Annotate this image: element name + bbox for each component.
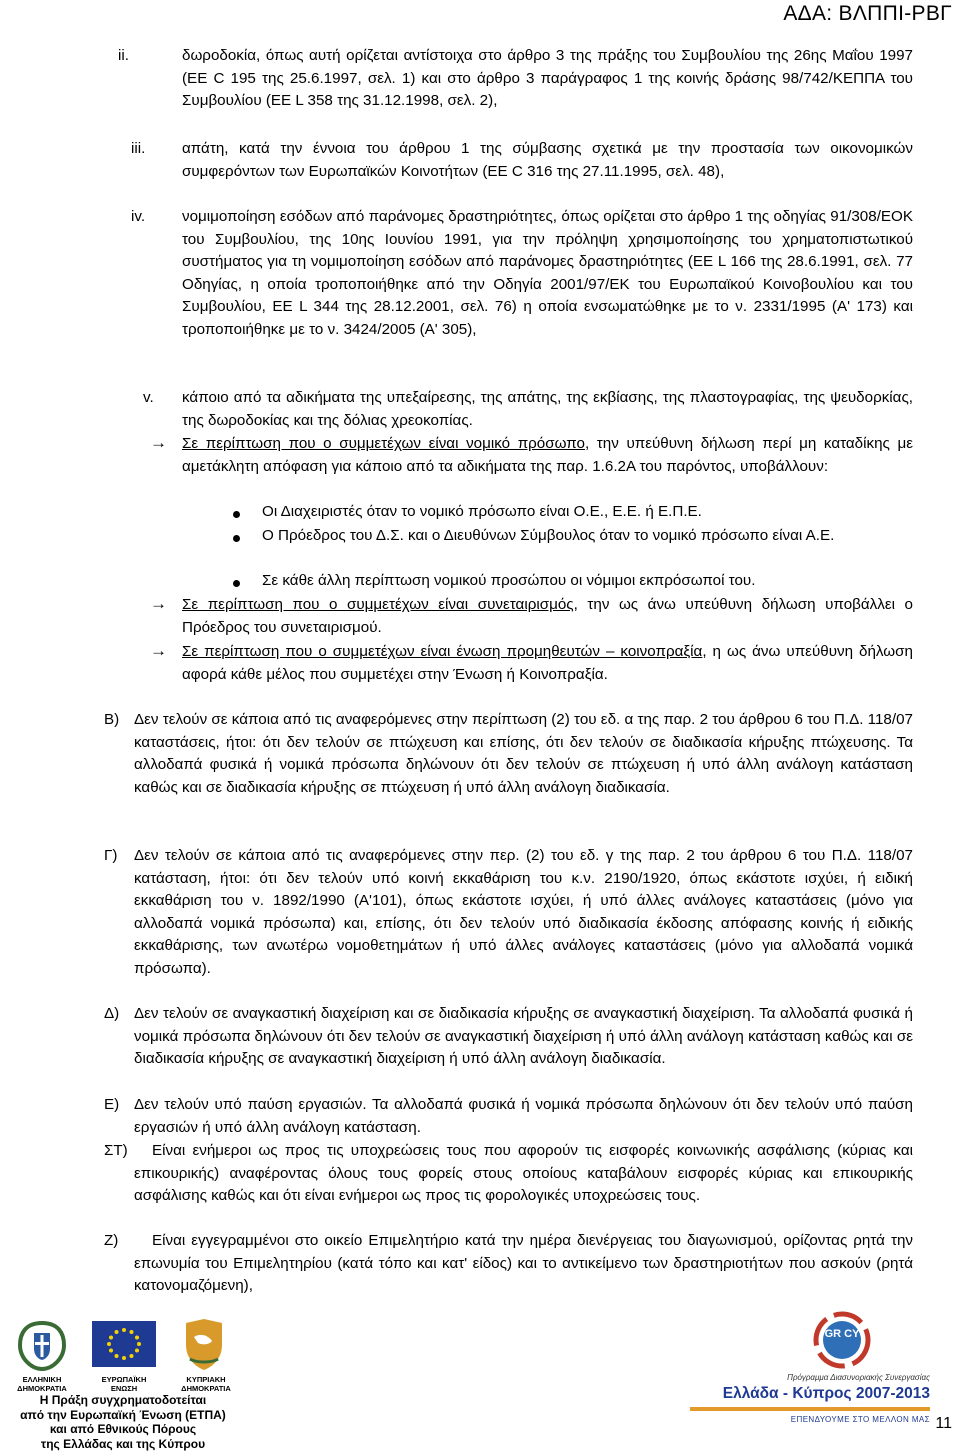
grcy-logo-icon bbox=[812, 1311, 872, 1369]
bullet-item-administrators: Οι Διαχειριστές όταν το νομικό πρόσωπο είναι Ο.Ε., Ε.Ε. ή Ε.Π.Ε. bbox=[262, 501, 913, 524]
hellenic-republic-emblem-icon bbox=[12, 1317, 72, 1373]
section-e-text: Δεν τελούν υπό παύση εργασιών. Τα αλλοδαπά φυσικά ή νομικά πρόσωπα δηλώνουν ότι δεν τελούν υπό παύση εργασιών ή υπό άλλη ανάλογη κατάσταση. bbox=[134, 1094, 913, 1139]
arrow-item-consortium-lead: Σε περίπτωση που ο συμμετέχων είναι ένωση προμηθευτών – κοινοπραξία bbox=[182, 643, 702, 660]
arrow-item-consortium bbox=[182, 641, 913, 686]
section-b-label: Β) bbox=[104, 709, 119, 732]
arrow-icon: → bbox=[150, 432, 167, 454]
item-iv-label: iv. bbox=[131, 206, 145, 229]
item-ii-text: δωροδοκία, όπως αυτή ορίζεται αντίστοιχα στο άρθρο 3 της πράξης του Συμβουλίου της 26ης Μαΐου 1997 (ΕΕ C 195 της 25.6.1997, σελ. 1) και στο άρθρο 3 παράγραφος 1 της κοινής δράσης 98/742/ΚΕΠΠΑ του Συμβουλίου (ΕΕ L 358 της 31.12.1998, σελ. 2), bbox=[182, 45, 913, 113]
item-v-text: κάποιο από τα αδικήματα της υπεξαίρεσης, της απάτης, της εκβίασης, της πλαστογραφίας, της ψευδορκίας, της δωροδοκίας και της δόλιας χρεοκοπίας. bbox=[182, 387, 913, 432]
funding-line: από την Ευρωπαϊκή Ένωση (ΕΤΠΑ) bbox=[8, 1408, 238, 1423]
funding-statement bbox=[8, 1393, 238, 1451]
section-st-text: Είναι ενήμεροι ως προς τις υποχρεώσεις τους που αφορούν τις εισφορές κοινωνικής ασφάλισης (κύριας και επικουρικής) αναφέροντας όλους τους φορείς στους οποίους καταβάλουν εισφορές κύριας και επικουρικής ασφάλισης καθώς και ότι είναι ενήμεροι ως προς τις φορολογικές υποχρεώσεις τους. bbox=[134, 1140, 913, 1208]
item-iii-text: απάτη, κατά την έννοια του άρθρου 1 της σύμβασης σχετικά με την προστασία των οικονομικών συμφερόντων των Ευρωπαϊκών Κοινοτήτων (ΕΕ C 316 της 27.11.1995, σελ. 48), bbox=[182, 138, 913, 183]
eu-label: ΕΥΡΩΠΑΪΚΗ ΕΝΩΣΗ bbox=[88, 1375, 160, 1393]
cyprus-republic-label: ΚΥΠΡΙΑΚΗ ΔΗΜΟΚΡΑΤΙΑ bbox=[164, 1375, 248, 1393]
hellenic-republic-label: ΕΛΛΗΝΙΚΗ ΔΗΜΟΚΡΑΤΙΑ bbox=[0, 1375, 84, 1393]
arrow-item-legal-entity bbox=[182, 433, 913, 478]
section-b-text: Δεν τελούν σε κάποια από τις αναφερόμενες στην περίπτωση (2) του εδ. α της παρ. 2 του άρθρου 6 του Π.Δ. 118/07 καταστάσεις, ήτοι: ότι δεν τελούν σε πτώχευση και επίσης, ότι δεν τελούν σε διαδικασία κήρυξης πτώχευσης. Τα αλλοδαπά φυσικά ή νομικά πρόσωπα δηλώνουν ότι δεν τελούν σε πτώχευση ή υπό άλλη ανάλογη κατάσταση καθώς και σε διαδικασία κήρυξης σε πτώχευση ή υπό άλλη ανάλογη διαδικασία. bbox=[134, 709, 913, 799]
section-g-text: Δεν τελούν σε κάποια από τις αναφερόμενες στην περ. (2) του εδ. γ της παρ. 2 του άρθρου 6 του Π.Δ. 118/07 κατάσταση, ήτοι: ότι δεν τελούν υπό κοινή εκκαθάριση του κ.ν. 2190/1920, όπως εκάστοτε ισχύει, ή ειδική εκκαθάριση του ν. 1892/1990 (Α'101), όπως εκάστοτε ισχύει, ή υπό άλλες ανάλογες καταστάσεις (μόνο για αλλοδαπά νομικά πρόσωπα) και, επίσης, ότι δεν τελούν υπό διαδικασία έκδοσης απόφασης κοινής ή ειδικής εκκαθάρισης, των ανωτέρω νομοθετημάτων ή υπό άλλες ανάλογες καταστάσεις (μόνο για αλλοδαπά νομικά πρόσωπα). bbox=[134, 845, 913, 981]
item-v-label: v. bbox=[143, 387, 154, 410]
funding-line: της Ελλάδας και της Κύπρου bbox=[8, 1437, 238, 1451]
bullet-icon bbox=[233, 535, 240, 542]
footer bbox=[0, 1305, 960, 1450]
section-d-text: Δεν τελούν σε αναγκαστική διαχείριση και σε διαδικασία κήρυξης σε αναγκαστική διαχείριση. Τα αλλοδαπά φυσικά ή νομικά πρόσωπα δηλώνουν ότι δεν τελούν σε αναγκαστική διαχείριση ή υπό άλλη ανάλογη κατάσταση καθώς και σε διαδικασία κήρυξης σε αναγκαστική διαχείριση ή υπό άλλη ανάλογη διαδικασία. bbox=[134, 1003, 913, 1071]
section-z-label: Ζ) bbox=[104, 1230, 118, 1253]
arrow-item-cooperative-rest: , την ως άνω υπεύθυνη δήλωση υποβάλλει ο Πρόεδρος του συνεταιρισμού. bbox=[182, 596, 913, 636]
item-ii-label: ii. bbox=[118, 45, 129, 68]
eu-flag-icon bbox=[92, 1321, 156, 1367]
arrow-icon: → bbox=[150, 640, 167, 662]
arrow-item-cooperative bbox=[182, 594, 913, 639]
arrow-icon: → bbox=[150, 593, 167, 615]
arrow-item-cooperative-lead: Σε περίπτωση που ο συμμετέχων είναι συνεταιρισμός bbox=[182, 596, 574, 613]
bullet-item-president: Ο Πρόεδρος του Δ.Σ. και ο Διευθύνων Σύμβουλος όταν το νομικό πρόσωπο είναι Α.Ε. bbox=[262, 525, 913, 548]
programme-subtitle: Πρόγραμμα Διασυνοριακής Συνεργασίας bbox=[700, 1373, 930, 1382]
section-z-text: Είναι εγγεγραμμένοι στο οικείο Επιμελητήριο κατά την ημέρα διενέργειας του διαγωνισμού, ορίζοντας ρητά την επωνυμία του Επιμελητηρίου (κατά τόπο και κατ' είδος) και το αντικείμενο των δραστηριοτήτων που ασκούν (ρητά κατονομαζόμενη), bbox=[134, 1230, 913, 1298]
programme-tagline: ΕΠΕΝΔΥΟΥΜΕ ΣΤΟ ΜΕΛΛΟΝ ΜΑΣ bbox=[700, 1415, 930, 1424]
section-e-label: Ε) bbox=[104, 1094, 119, 1117]
page-number: 11 bbox=[935, 1415, 952, 1433]
funding-line: και από Εθνικούς Πόρους bbox=[8, 1422, 238, 1437]
bullet-item-other: Σε κάθε άλλη περίπτωση νομικού προσώπου οι νόμιμοι εκπρόσωποί του. bbox=[262, 570, 913, 593]
section-g-label: Γ) bbox=[104, 845, 117, 868]
cyprus-republic-emblem-icon bbox=[176, 1315, 232, 1373]
ada-code: ΑΔΑ: ΒΛΠΠΙ-ΡΒΓ bbox=[783, 2, 952, 26]
arrow-item-consortium-rest: , η ως άνω υπεύθυνη δήλωση αφορά κάθε μέλος που συμμετέχει στην Ένωση ή Κοινοπραξία. bbox=[182, 643, 913, 683]
bullet-icon bbox=[233, 511, 240, 518]
arrow-item-legal-entity-rest: , την υπεύθυνη δήλωση περί μη καταδίκης με αμετάκλητη απόφαση για κάποιο από τα αδικήματα της παρ. 1.6.2Α του παρόντος, υποβάλλουν: bbox=[182, 435, 913, 475]
arrow-item-legal-entity-lead: Σε περίπτωση που ο συμμετέχων είναι νομικό πρόσωπο bbox=[182, 435, 585, 452]
bullet-icon bbox=[233, 580, 240, 587]
section-d-label: Δ) bbox=[104, 1003, 119, 1026]
item-iii-label: iii. bbox=[131, 138, 145, 161]
funding-line: Η Πράξη συγχρηματοδοτείται bbox=[8, 1393, 238, 1408]
programme-title: Ελλάδα - Κύπρος 2007-2013 bbox=[690, 1385, 930, 1403]
grcy-logo bbox=[812, 1311, 872, 1369]
section-st-label: ΣΤ) bbox=[104, 1140, 128, 1163]
programme-divider bbox=[690, 1407, 930, 1411]
grcy-logo-text: GR CY bbox=[812, 1329, 872, 1340]
item-iv-text: νομιμοποίηση εσόδων από παράνομες δραστηριότητες, όπως ορίζεται στο άρθρο 1 της οδηγίας 91/308/ΕΟΚ του Συμβουλίου, της 10ης Ιουνίου 1991, για την πρόληψη χρησιμοποίησης του χρηματοπιστωτικού συστήματος για τη νομιμοποίηση εσόδων από παράνομες δραστηριότητες (ΕΕ L 166 της 28.6.1991, σελ. 77 Οδηγίας, η οποία τροποποιήθηκε από την Οδηγία 2001/97/ΕΚ του Ευρωπαϊκού Κοινοβουλίου και του Συμβουλίου, ΕΕ L 344 της 28.12.2001, σελ. 76) η οποία ενσωματώθηκε με το ν. 2331/1995 (Α' 173) και τροποποιήθηκε με το ν. 3424/2005 (Α' 305), bbox=[182, 206, 913, 342]
